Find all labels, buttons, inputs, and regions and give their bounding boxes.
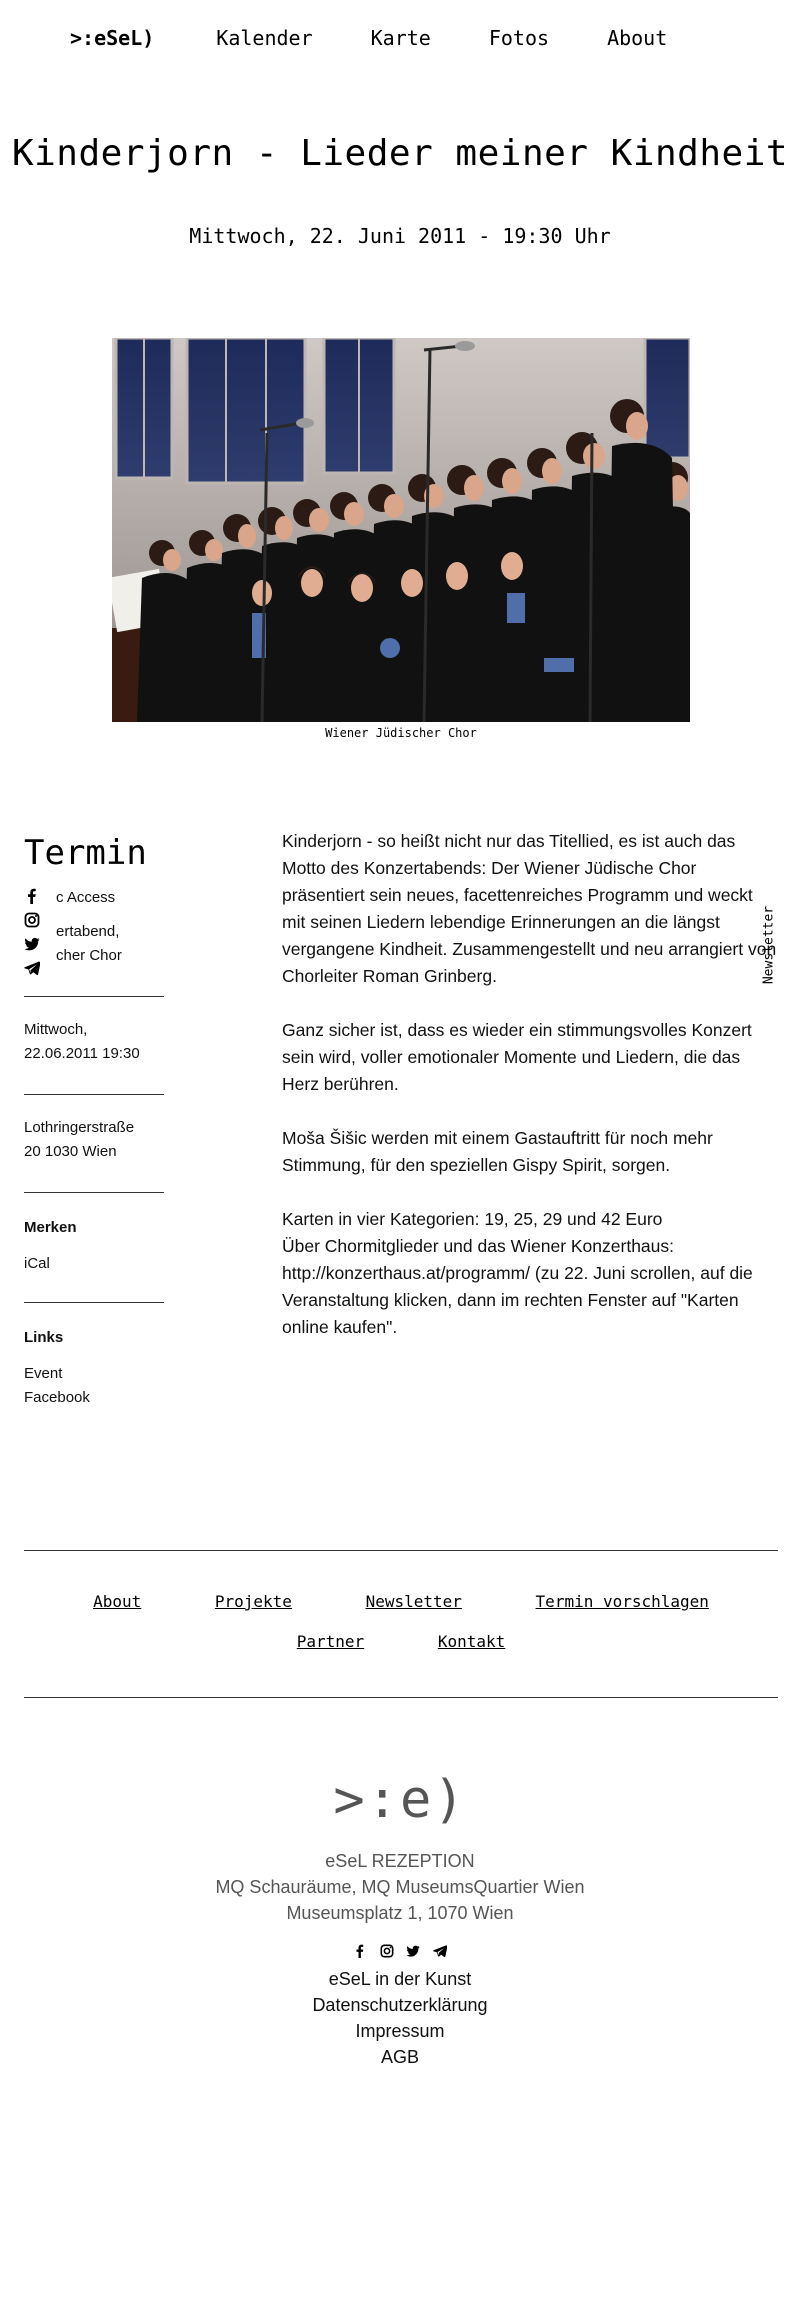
footer-logo[interactable]: >:e) [333,1770,467,1830]
instagram-icon[interactable] [380,1944,394,1958]
instagram-icon[interactable] [24,912,40,928]
footer-link-impressum[interactable]: Impressum [355,2021,445,2041]
sidebar-address-line-1: Lothringerstraße [24,1119,135,1136]
telegram-icon[interactable] [24,960,40,976]
footer-address-line-1: MQ Schauräume, MQ MuseumsQuartier Wien [215,1877,585,1897]
sidebar-divider [24,1094,164,1095]
page-title: Kinderjorn - Lieder meiner Kindheit [11,133,789,174]
facebook-icon[interactable] [24,888,40,904]
footer-nav-row-1 [24,1592,778,1611]
nav-link-karte[interactable]: Karte [370,26,431,50]
footer-links [0,1966,800,2070]
image-caption: Wiener Jüdischer Chor [325,726,477,740]
sidebar-title-line-2: cher Chor [56,947,122,964]
newsletter-tab-label: Newsletter [761,905,777,985]
event-link[interactable]: Event [24,1365,63,1382]
nav-link-fotos[interactable]: Fotos [488,26,550,50]
sidebar-divider [24,1192,164,1193]
sidebar-title-line-1: ertabend, [56,923,120,940]
footer-link-esel-in-der-kunst[interactable]: eSeL in der Kunst [328,1969,472,1989]
newsletter-tab[interactable] [756,890,782,1000]
footer-address [0,1848,800,1926]
merken-heading: Merken [24,1219,77,1236]
links-heading: Links [24,1329,64,1346]
top-navigation [70,22,725,54]
ticket-info [282,1206,780,1341]
sidebar-heading: Termin [24,833,147,873]
site-logo[interactable]: >:eSeL) [70,26,155,50]
facebook-link[interactable]: Facebook [24,1389,90,1406]
footer-org-name: eSeL REZEPTION [325,1851,475,1871]
footer-address-line-2: Museumsplatz 1, 1070 Wien [286,1903,514,1923]
twitter-icon[interactable] [406,1944,420,1958]
footer-link-projekte[interactable]: Projekte [214,1592,292,1611]
ical-link[interactable]: iCal [24,1255,50,1272]
share-bar [24,888,40,984]
sidebar-divider [24,1302,164,1303]
telegram-icon[interactable] [433,1944,447,1958]
facebook-icon[interactable] [353,1944,367,1958]
sidebar-date-line-2: 22.06.2011 19:30 [24,1045,140,1062]
event-description [282,828,780,1341]
nav-link-kalender[interactable]: Kalender [216,26,313,50]
description-paragraph: Ganz sicher ist, dass es wieder ein stimmungsvolles Konzert sein wird, voller emotionaler Momente und Liedern, die das Herz berühren. [282,1020,752,1094]
footer-link-newsletter[interactable]: Newsletter [365,1592,462,1611]
footer-social [0,1942,800,1960]
ticket-purchase-info: Über Chormitglieder und das Wiener Konzerthaus: http://konzerthaus.at/programm/ (zu 22. Juni scrollen, auf die Veranstaltung klicken, dann im rechten Fenster auf "Karten online kaufen". [282,1236,753,1337]
nav-link-about[interactable]: About [607,26,668,50]
footer-link-partner[interactable]: Partner [296,1632,365,1651]
sidebar-date-line-1: Mittwoch, [24,1021,88,1038]
footer-divider-top [24,1550,778,1551]
twitter-icon[interactable] [24,936,40,952]
footer-divider-bottom [24,1697,778,1698]
sidebar-divider [24,996,164,997]
description-paragraph: Kinderjorn - so heißt nicht nur das Titellied, es ist auch das Motto des Konzertabends: Der Wiener Jüdische Chor präsentiert sein neues, facettenreiches Programm und weckt mit seinen Liedern lebendige Erinnerungen an die längst vergangene Kindheit. Zusammengestellt und neu arrangiert von Chorleiter Roman Grinberg. [282,831,777,986]
footer-link-termin-vorschlagen[interactable]: Termin vorschlagen [535,1592,709,1611]
sidebar-address-line-2: 20 1030 Wien [24,1143,117,1160]
footer-link-datenschutz[interactable]: Datenschutzerklärung [312,1995,488,2015]
event-datetime: Mittwoch, 22. Juni 2011 - 19:30 Uhr [189,224,611,248]
footer-link-agb[interactable]: AGB [380,2047,419,2067]
ticket-prices: Karten in vier Kategorien: 19, 25, 29 und 42 Euro [282,1209,663,1229]
footer-link-kontakt[interactable]: Kontakt [437,1632,506,1651]
sidebar-access-text: c Access [56,889,116,906]
description-paragraph: Moša Šišic werden mit einem Gastauftritt für noch mehr Stimmung, für den speziellen Gispy Spirit, sorgen. [282,1128,713,1175]
termin-sidebar [24,832,164,1432]
footer-nav-row-2 [24,1632,778,1651]
footer-link-about[interactable]: About [93,1592,142,1611]
event-photo [112,338,690,722]
